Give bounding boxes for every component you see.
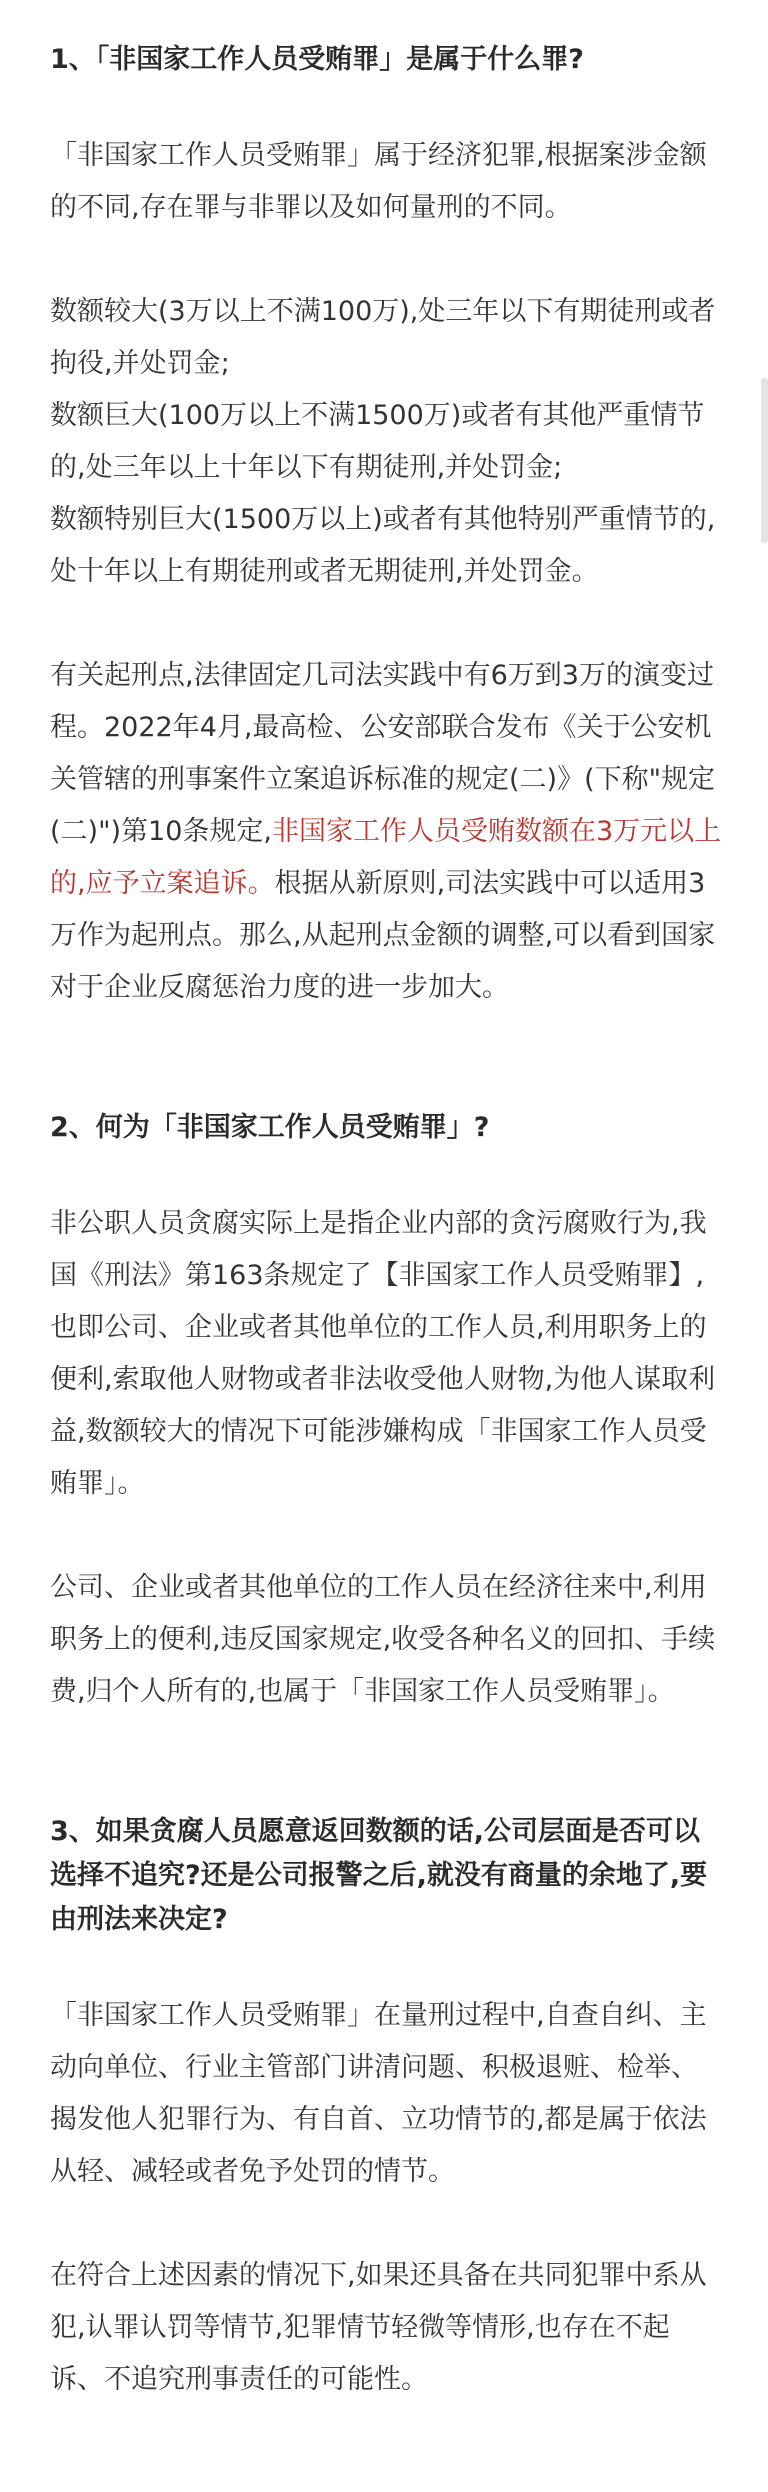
section-3-heading: 3、如果贪腐人员愿意返回数额的话,公司层面是否可以选择不追究?还是公司报警之后,就没有商量的余地了,要由刑法来决定? (50, 1816, 708, 1935)
section-2-heading: 2、何为「非国家工作人员受贿罪」? (50, 1112, 490, 1143)
section-1-heading: 1、「非国家工作人员受贿罪」是属于什么罪? (50, 44, 584, 75)
sentencing-level-huge: 数额巨大(100万以上不满1500万)或者有其他严重情节的,处三年以上十年以下有期徒刑,并处罚金; (50, 400, 705, 483)
section-2-kickback-paragraph: 公司、企业或者其他单位的工作人员在经济往来中,利用职务上的便利,违反国家规定,收受各种名义的回扣、手续费,归个人所有的,也属于「非国家工作人员受贿罪」。 (50, 1572, 716, 1707)
sentencing-level-large: 数额较大(3万以上不满100万),处三年以下有期徒刑或者拘役,并处罚金; (50, 296, 716, 379)
threshold-text-before: 有关起刑点,法律固定几司法实践中有6万到3万的演变过程。2022年4月,最高检、公安部联合发布《关于公安机关管辖的刑事案件立案追诉标准的规定(二)》(下称"规定(二)")第10条规定, (50, 660, 716, 847)
section-2-definition-paragraph: 非公职人员贪腐实际上是指企业内部的贪污腐败行为,我国《刑法》第163条规定了【非国家工作人员受贿罪】,也即公司、企业或者其他单位的工作人员,利用职务上的便利,索取他人财物或者非法收受他人财物,为他人谋取利益,数额较大的情况下可能涉嫌构成「非国家工作人员受贿罪」。 (50, 1208, 716, 1499)
sentencing-levels (50, 286, 723, 598)
threshold-paragraph (50, 650, 723, 1014)
highlighted-prosecution-threshold: 非国家工作人员受贿数额在3万元以上的,应予立案追诉。 (50, 816, 722, 899)
section-1-intro-paragraph: 「非国家工作人员受贿罪」属于经济犯罪,根据案涉金额的不同,存在罪与非罪以及如何量刑的不同。 (50, 140, 707, 223)
scrollbar[interactable] (761, 378, 768, 543)
threshold-text-after: 根据从新原则,司法实践中可以适用3万作为起刑点。那么,从起刑点金额的调整,可以看到国家对于企业反腐惩治力度的进一步加大。 (50, 868, 716, 1003)
section-3-mitigation-paragraph: 「非国家工作人员受贿罪」在量刑过程中,自查自纠、主动向单位、行业主管部门讲清问题、积极退赃、检举、揭发他人犯罪行为、有自首、立功情节的,都是属于依法从轻、减轻或者免予处罚的情节。 (50, 2000, 707, 2187)
section-3-non-prosecution-paragraph: 在符合上述因素的情况下,如果还具备在共同犯罪中系从犯,认罪认罚等情节,犯罪情节轻微等情形,也存在不起诉、不追究刑事责任的可能性。 (50, 2260, 707, 2395)
sentencing-level-especially-huge: 数额特别巨大(1500万以上)或者有其他特别严重情节的,处十年以上有期徒刑或者无期徒刑,并处罚金。 (50, 504, 716, 587)
